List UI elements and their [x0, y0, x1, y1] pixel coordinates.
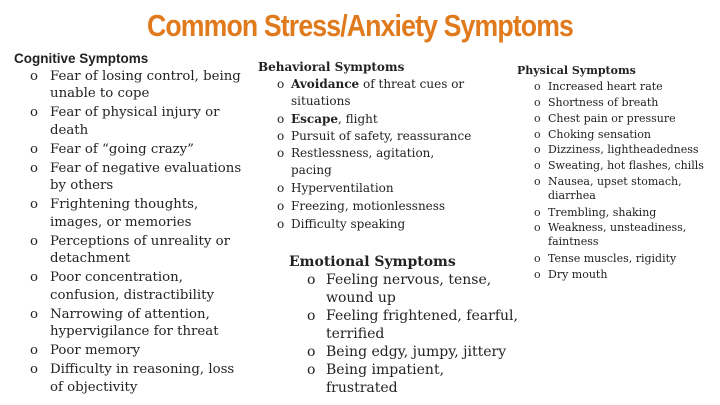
bullet-icon: o [307, 362, 316, 378]
bullet-icon: o [534, 112, 541, 125]
item-text: Freezing, motionlessness [291, 199, 446, 213]
list-item [534, 111, 717, 127]
item-text: Perceptions of unreality or detachment [50, 233, 231, 266]
bullet-icon: o [534, 221, 541, 234]
item-emphasis: Escape [291, 112, 339, 126]
list-item [277, 110, 478, 128]
list-item [277, 179, 478, 197]
list-item [30, 68, 244, 103]
item-text: Fear of losing control, being unable to cope [50, 68, 241, 101]
item-text: Difficulty in reasoning, loss of objectivity [50, 362, 235, 395]
item-text: of threat cues or situations [291, 77, 465, 108]
list-item [30, 233, 244, 268]
list-item [307, 271, 519, 307]
bullet-icon: o [30, 141, 39, 157]
item-text: Weakness, unsteadiness, faintness [548, 221, 687, 248]
list-item [534, 205, 717, 221]
item-text: Pursuit of safety, reassurance [291, 129, 472, 143]
bullet-icon: o [534, 128, 541, 141]
list-item [277, 128, 478, 145]
item-text: Difficulty speaking [291, 217, 406, 231]
bullet-icon: o [534, 96, 541, 109]
item-text: Fear of negative evaluations by others [50, 160, 242, 193]
list-item [30, 160, 244, 195]
physical-heading: Physical Symptoms [517, 64, 636, 77]
bullet-icon: o [534, 252, 541, 265]
bullet-icon: o [307, 272, 316, 288]
bullet-icon: o [277, 112, 285, 126]
bullet-icon: o [30, 362, 39, 377]
item-text: Increased heart rate [548, 80, 663, 93]
behavioral-list [277, 76, 478, 233]
item-text: , flight [338, 112, 378, 126]
bullet-icon: o [534, 159, 541, 172]
list-item [277, 197, 478, 215]
list-item [277, 76, 478, 110]
item-text: Sweating, hot flashes, chills [548, 159, 704, 172]
item-text: Shortness of breath [548, 96, 659, 109]
bullet-icon: o [30, 160, 39, 176]
list-item [30, 141, 244, 159]
list-item [534, 267, 717, 283]
list-item [534, 221, 717, 249]
list-item [277, 145, 478, 179]
list-item [30, 104, 244, 139]
bullet-icon: o [307, 308, 316, 324]
list-item [534, 127, 717, 143]
bullet-icon: o [277, 129, 285, 143]
item-text: Being impatient, frustrated [326, 362, 445, 396]
item-text: Feeling nervous, tense, wound up [326, 272, 492, 306]
physical-list [534, 79, 717, 283]
emotional-list [307, 271, 519, 397]
item-text: Nausea, upset stomach, diarrhea [548, 175, 682, 202]
bullet-icon: o [277, 77, 285, 91]
list-item [307, 361, 519, 397]
item-text: Dry mouth [548, 268, 608, 281]
list-item [30, 196, 244, 231]
list-item [30, 342, 244, 360]
list-item [307, 307, 519, 343]
bullet-icon: o [30, 306, 39, 322]
item-text: Fear of “going crazy” [50, 141, 194, 157]
bullet-icon: o [277, 181, 285, 195]
item-text: Trembling, shaking [548, 206, 657, 219]
bullet-icon: o [534, 80, 541, 93]
bullet-icon: o [277, 146, 285, 160]
list-item [534, 143, 717, 157]
physical-symptoms-section [517, 63, 717, 283]
item-text: Dizziness, lightheadedness [548, 143, 699, 156]
list-item [30, 361, 244, 396]
bullet-icon: o [277, 199, 285, 213]
emotional-heading: Emotional Symptoms [289, 254, 456, 270]
item-text: Choking sensation [548, 128, 652, 141]
item-text: Hyperventilation [291, 181, 394, 195]
list-item [534, 159, 717, 173]
item-text: Being edgy, jumpy, jittery [326, 344, 507, 360]
bullet-icon: o [30, 105, 39, 120]
item-emphasis: Avoidance [291, 77, 360, 91]
bullet-icon: o [534, 175, 541, 188]
item-text: Feeling frightened, fearful, terrified [326, 308, 518, 342]
list-item [30, 269, 244, 304]
slide-title: Common Stress/Anxiety Symptoms [146, 8, 574, 43]
list-item [534, 95, 717, 111]
bullet-icon: o [534, 143, 541, 156]
list-item [277, 215, 478, 233]
list-item [307, 343, 519, 361]
emotional-symptoms-section [289, 253, 519, 397]
cognitive-heading: Cognitive Symptoms [14, 51, 149, 66]
cognitive-list [30, 68, 244, 397]
bullet-icon: o [534, 206, 541, 219]
bullet-icon: o [30, 197, 39, 212]
bullet-icon: o [307, 344, 316, 360]
item-text: Poor concentration, confusion, distractibility [50, 270, 214, 303]
list-item [534, 175, 717, 203]
bullet-icon: o [30, 343, 39, 358]
behavioral-symptoms-section [258, 58, 478, 233]
item-text: Tense muscles, rigidity [548, 252, 677, 265]
bullet-icon: o [30, 270, 39, 285]
behavioral-heading: Behavioral Symptoms [258, 60, 405, 74]
item-text: Frightening thoughts, images, or memories [50, 197, 199, 230]
list-item [534, 251, 717, 267]
bullet-icon: o [277, 217, 285, 231]
item-text: Fear of physical injury or death [50, 105, 220, 138]
item-text: Narrowing of attention, hypervigilance for threat [50, 306, 219, 339]
item-text: Restlessness, agitation, pacing [291, 146, 435, 177]
cognitive-symptoms-section [14, 50, 244, 398]
bullet-icon: o [30, 68, 39, 84]
list-item [30, 306, 244, 341]
item-text: Chest pain or pressure [548, 112, 676, 125]
list-item [534, 79, 717, 95]
bullet-icon: o [30, 233, 39, 249]
bullet-icon: o [534, 268, 541, 281]
item-text: Poor memory [50, 343, 140, 358]
